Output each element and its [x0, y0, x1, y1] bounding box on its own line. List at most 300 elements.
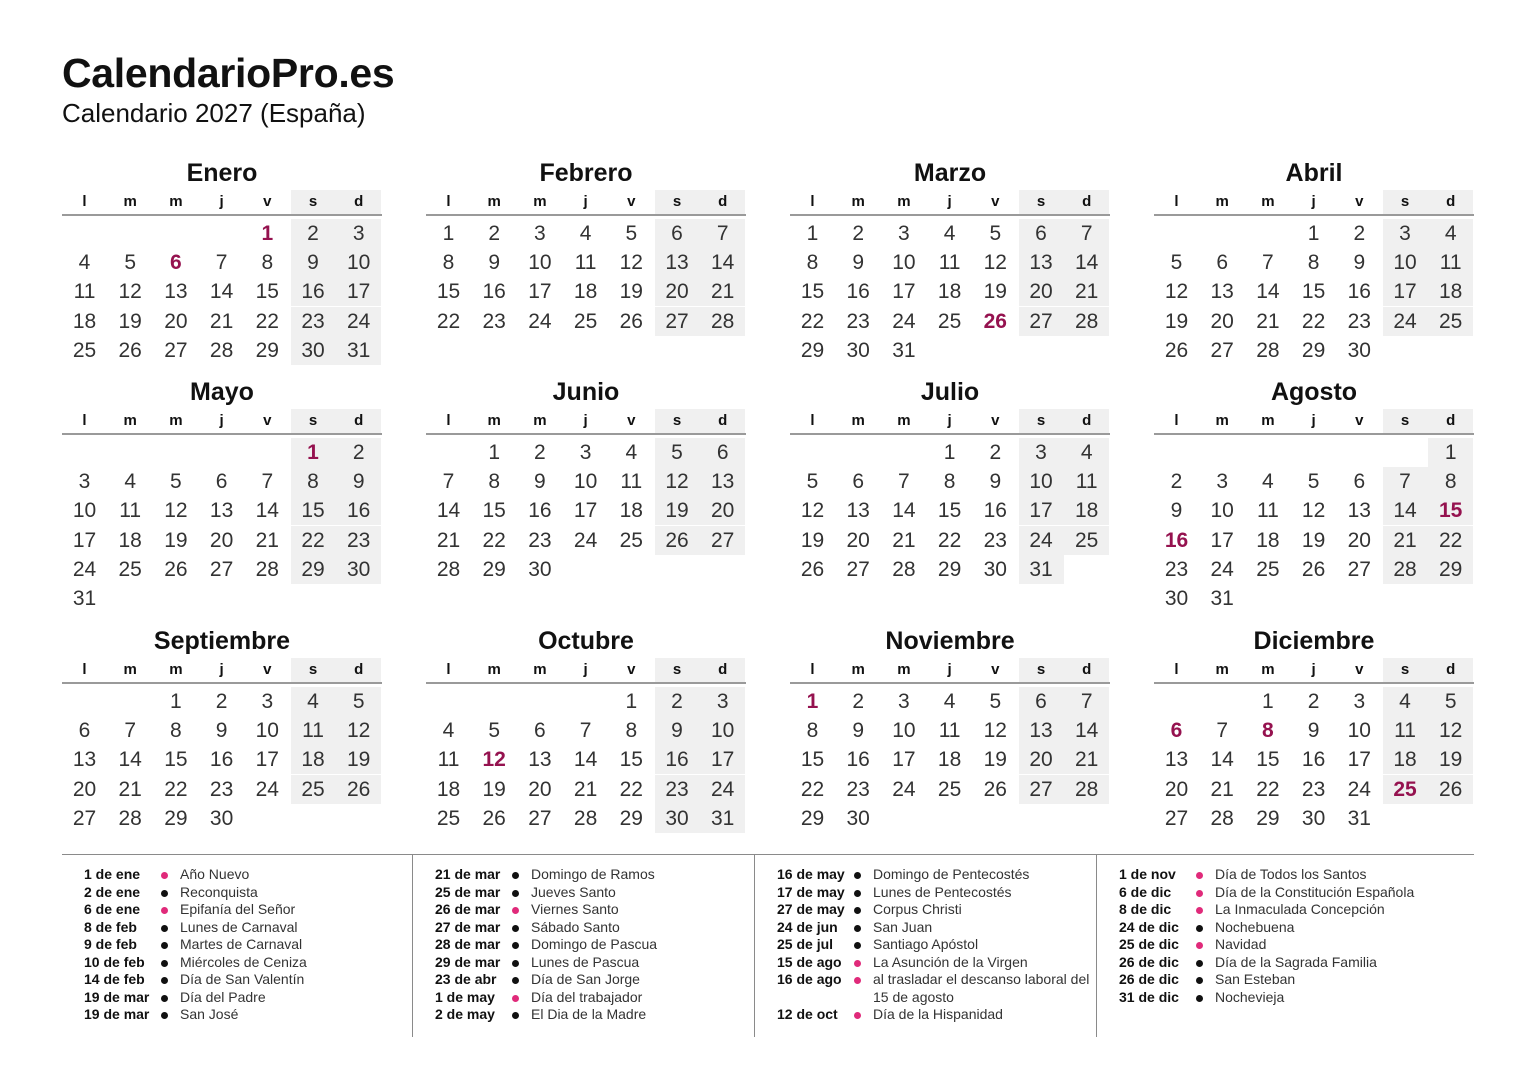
day-cell: 12	[983, 251, 1007, 275]
day-cell: 30	[528, 557, 552, 581]
day-cell: 22	[255, 309, 279, 333]
holiday-item	[1097, 971, 1474, 989]
day-cell: 22	[291, 526, 336, 555]
day-cell: 17	[700, 745, 745, 774]
holiday-day-cell: 1	[291, 438, 336, 467]
months-grid	[62, 156, 1474, 846]
weekday-label: l	[810, 661, 815, 678]
day-cell: 5	[488, 719, 501, 743]
day-cell: 22	[937, 528, 962, 552]
weekday-label: s	[291, 658, 336, 682]
day-cell: 30	[1164, 587, 1189, 610]
day-cell: 11	[1383, 716, 1428, 745]
holiday-name-continued: 15 de agosto	[873, 988, 954, 1005]
day-cell: 17	[573, 499, 598, 523]
day-cell: 8	[488, 470, 501, 494]
holiday-date: 17 de may	[777, 883, 845, 900]
day-cell: 26	[1301, 557, 1326, 581]
weekday-label: j	[583, 412, 588, 429]
day-cell: 27	[655, 307, 700, 336]
weekday-label: m	[851, 193, 865, 210]
day-cell: 14	[1210, 748, 1234, 772]
month-title: Agosto	[1270, 378, 1358, 406]
day-cell: 15	[1301, 280, 1326, 304]
weekday-header	[62, 190, 382, 216]
weekday-label: v	[991, 412, 1000, 429]
regional-holiday-dot-icon	[512, 1012, 519, 1019]
day-cell: 24	[1383, 307, 1428, 336]
day-cell: 21	[255, 528, 279, 552]
day-cell: 21	[700, 277, 745, 306]
day-cell: 28	[255, 557, 279, 581]
day-cell: 12	[1164, 280, 1189, 304]
holiday-date: 16 de ago	[777, 971, 842, 987]
day-cell: 23	[528, 528, 552, 552]
day-cell: 20	[700, 496, 745, 525]
day-cell: 8	[1428, 467, 1473, 496]
holiday-date: 14 de feb	[84, 971, 145, 987]
month-febrero	[426, 156, 746, 333]
day-cell: 30	[1347, 338, 1371, 362]
day-cell: 10	[700, 716, 745, 745]
day-cell: 22	[164, 777, 188, 801]
holiday-name: Santiago Apóstol	[873, 936, 979, 952]
holiday-item	[413, 989, 754, 1007]
holiday-item	[413, 884, 754, 902]
day-cell: 1	[170, 690, 182, 713]
day-cell: 16	[655, 745, 700, 774]
weekday-header	[426, 190, 746, 216]
regional-holiday-dot-icon	[512, 890, 519, 897]
day-cell: 13	[655, 248, 700, 277]
weekday-label: j	[1311, 193, 1316, 210]
weekday-label: m	[169, 661, 183, 678]
holiday-item	[755, 954, 1096, 972]
day-cell: 19	[983, 748, 1007, 772]
weekday-label: v	[1355, 661, 1364, 678]
holiday-date: 31 de dic	[1119, 988, 1179, 1005]
day-cell: 10	[336, 248, 381, 277]
day-cell: 9	[989, 470, 1002, 494]
weekday-label: v	[1355, 412, 1364, 429]
day-cell: 29	[1301, 338, 1326, 362]
weekday-label: m	[851, 412, 865, 429]
day-cell: 5	[1170, 251, 1183, 275]
day-cell: 31	[1210, 587, 1234, 610]
day-cell: 9	[655, 716, 700, 745]
day-cell: 28	[892, 557, 916, 581]
day-cell: 20	[1210, 309, 1234, 333]
day-cell: 1	[625, 690, 638, 713]
weekday-label: v	[991, 193, 1000, 210]
month-title: Octubre	[538, 627, 634, 655]
holiday-item	[413, 971, 754, 989]
weekday-label: m	[533, 661, 547, 678]
day-cell: 13	[72, 748, 97, 772]
day-cell: 23	[983, 528, 1007, 552]
day-cell: 14	[700, 248, 745, 277]
weekday-label: v	[263, 193, 272, 210]
holiday-item	[1097, 884, 1474, 902]
holiday-name: Día de San Valentín	[180, 971, 305, 987]
holiday-name: Día del trabajador	[531, 988, 643, 1005]
day-cell: 14	[1064, 716, 1109, 745]
day-cell: 14	[892, 499, 916, 523]
day-cell: 26	[336, 775, 381, 804]
regional-holiday-dot-icon	[161, 942, 168, 949]
day-cell: 25	[619, 528, 643, 552]
weekday-label: s	[291, 409, 336, 433]
holiday-date: 23 de abr	[435, 971, 497, 987]
day-cell: 23	[291, 307, 336, 336]
day-cell: 18	[937, 280, 962, 304]
site-brand: CalendarioPro.es	[62, 50, 395, 96]
day-cell: 25	[937, 309, 962, 333]
holiday-item	[62, 901, 412, 919]
day-cell: 20	[1019, 277, 1064, 306]
day-cell: 30	[291, 336, 336, 365]
day-cell: 10	[528, 251, 552, 275]
weekday-label: d	[700, 190, 745, 214]
day-cell: 30	[983, 557, 1007, 581]
weekday-header	[62, 409, 382, 435]
day-cell: 1	[488, 441, 501, 464]
weekday-label: j	[583, 193, 588, 210]
day-cell: 24	[892, 777, 916, 801]
national-holiday-dot-icon	[1196, 872, 1203, 879]
day-cell: 4	[579, 222, 592, 245]
day-cell: 4	[1383, 687, 1428, 716]
holiday-name: Día de la Sagrada Familia	[1215, 953, 1377, 970]
national-holiday-dot-icon	[161, 872, 168, 879]
day-cell: 8	[806, 251, 819, 275]
holiday-item	[413, 954, 754, 972]
holiday-date: 26 de dic	[1119, 953, 1179, 970]
holiday-date: 24 de dic	[1119, 918, 1179, 935]
day-cell: 2	[215, 690, 228, 713]
holiday-item	[755, 1006, 1096, 1024]
holiday-date: 28 de mar	[435, 936, 501, 952]
month-marzo	[790, 156, 1110, 362]
holiday-item	[755, 971, 1096, 1006]
holiday-date: 29 de mar	[435, 953, 501, 970]
weekday-label: d	[700, 409, 745, 433]
weekday-label: l	[82, 193, 87, 210]
holiday-item	[1097, 901, 1474, 919]
day-cell: 6	[215, 470, 228, 494]
weekday-header	[790, 409, 1110, 435]
day-cell: 13	[1019, 716, 1064, 745]
day-cell: 24	[1019, 526, 1064, 555]
day-cell: 14	[209, 280, 234, 304]
day-cell: 5	[989, 222, 1002, 245]
holiday-name: Sábado Santo	[531, 918, 620, 935]
day-cell: 29	[800, 338, 825, 362]
holiday-item	[413, 936, 754, 954]
day-cell: 4	[943, 690, 956, 713]
day-cell: 18	[573, 280, 598, 304]
regional-holiday-dot-icon	[512, 925, 519, 932]
weekday-label: m	[123, 412, 137, 429]
day-cell: 13	[164, 280, 188, 304]
day-cell: 10	[72, 499, 97, 523]
weekday-label: s	[1019, 409, 1064, 433]
day-cell: 26	[983, 777, 1007, 801]
day-cell: 5	[124, 251, 137, 275]
day-cell: 13	[1019, 248, 1064, 277]
holiday-name: San José	[180, 1006, 239, 1022]
weekday-label: m	[169, 412, 183, 429]
day-cell: 27	[1019, 775, 1064, 804]
day-cell: 1	[1307, 222, 1320, 245]
day-cell: 12	[336, 716, 381, 745]
day-cell: 25	[937, 777, 962, 801]
weekday-label: j	[947, 661, 952, 678]
day-cell: 8	[442, 251, 455, 275]
day-cell: 14	[436, 499, 461, 523]
day-cell: 24	[336, 307, 381, 336]
weekday-label: m	[1261, 193, 1275, 210]
day-cell: 6	[534, 719, 546, 743]
weekday-label: l	[1174, 661, 1179, 678]
month-mayo	[62, 375, 382, 610]
day-cell: 21	[1064, 277, 1109, 306]
day-cell: 7	[261, 470, 274, 494]
weekday-label: d	[1428, 658, 1473, 682]
weekday-label: j	[583, 661, 588, 678]
day-cell: 17	[72, 528, 97, 552]
day-cell: 19	[482, 777, 506, 801]
day-cell: 3	[898, 690, 910, 713]
weekday-label: l	[446, 661, 451, 678]
holiday-name: Martes de Carnaval	[180, 936, 303, 952]
regional-holiday-dot-icon	[854, 907, 861, 914]
day-cell: 14	[1064, 248, 1109, 277]
day-cell: 29	[291, 555, 336, 584]
holiday-item	[413, 1006, 754, 1024]
holiday-item	[1097, 936, 1474, 954]
weekday-label: j	[947, 412, 952, 429]
day-cell: 13	[1164, 748, 1189, 772]
day-cell: 7	[1216, 719, 1229, 743]
day-cell: 3	[1019, 438, 1064, 467]
national-holiday-dot-icon	[854, 977, 861, 984]
day-cell: 3	[898, 222, 910, 245]
weekday-label: j	[219, 661, 224, 678]
holiday-day-cell: 6	[170, 251, 182, 275]
day-cell: 29	[164, 806, 188, 830]
day-cell: 9	[1353, 251, 1366, 275]
day-cell: 20	[655, 277, 700, 306]
day-cell: 23	[846, 777, 870, 801]
holiday-day-cell: 15	[1428, 496, 1473, 525]
holiday-item	[755, 884, 1096, 902]
weekday-label: m	[1261, 661, 1275, 678]
day-cell: 18	[937, 748, 962, 772]
day-cell: 3	[261, 690, 274, 713]
day-cell: 4	[291, 687, 336, 716]
day-cell: 24	[892, 309, 916, 333]
day-cell: 21	[1383, 526, 1428, 555]
day-cell: 11	[73, 280, 96, 304]
day-cell: 19	[655, 496, 700, 525]
day-cell: 19	[1164, 309, 1189, 333]
weekday-label: d	[700, 658, 745, 682]
holiday-name: La Inmaculada Concepción	[1215, 901, 1385, 917]
day-cell: 15	[436, 280, 461, 304]
day-cell: 28	[1064, 307, 1109, 336]
day-cell: 17	[892, 748, 916, 772]
day-cell: 19	[164, 528, 188, 552]
holiday-name: Lunes de Pentecostés	[873, 883, 1012, 900]
regional-holiday-dot-icon	[854, 872, 861, 879]
day-cell: 25	[1064, 526, 1109, 555]
day-cell: 2	[852, 690, 865, 713]
weekday-label: m	[1215, 661, 1229, 678]
day-cell: 30	[209, 806, 234, 830]
holiday-date: 1 de nov	[1119, 866, 1176, 882]
day-cell: 19	[983, 280, 1007, 304]
day-cell: 8	[170, 719, 182, 743]
day-cell: 5	[170, 470, 182, 494]
weekday-label: l	[446, 193, 451, 210]
holiday-date: 19 de mar	[84, 1006, 150, 1022]
weekday-label: s	[1019, 658, 1064, 682]
day-cell: 4	[442, 719, 455, 743]
holiday-column	[412, 855, 754, 1037]
day-cell: 2	[1307, 690, 1320, 713]
day-cell: 1	[1262, 690, 1274, 713]
day-cell: 20	[72, 777, 97, 801]
day-cell: 12	[619, 251, 643, 275]
weekday-label: m	[487, 661, 501, 678]
day-cell: 10	[1383, 248, 1428, 277]
holiday-item	[62, 989, 412, 1007]
month-title: Abril	[1285, 159, 1343, 187]
day-cell: 26	[800, 557, 825, 581]
national-holiday-dot-icon	[1196, 907, 1203, 914]
day-cell: 29	[1428, 555, 1473, 584]
holiday-name: Domingo de Pentecostés	[873, 866, 1030, 882]
day-cell: 4	[1428, 219, 1473, 248]
day-cell: 15	[291, 496, 336, 525]
day-cell: 9	[336, 467, 381, 496]
day-cell: 13	[528, 748, 552, 772]
day-cell: 2	[488, 222, 501, 245]
holiday-item	[62, 1006, 412, 1024]
day-cell: 16	[336, 496, 381, 525]
weekday-label: m	[533, 193, 547, 210]
holiday-item	[62, 954, 412, 972]
day-cell: 23	[1347, 309, 1371, 333]
day-cell: 14	[118, 748, 142, 772]
holiday-item	[755, 866, 1096, 884]
day-cell: 10	[1347, 719, 1371, 743]
day-cell: 9	[852, 251, 865, 275]
month-title: Junio	[552, 378, 620, 406]
day-cell: 9	[291, 248, 336, 277]
day-cell: 17	[1019, 496, 1064, 525]
day-cell: 13	[209, 499, 234, 523]
weekday-label: d	[1064, 658, 1109, 682]
day-cell: 23	[1301, 777, 1326, 801]
holiday-item	[62, 866, 412, 884]
weekday-label: s	[655, 190, 700, 214]
day-cell: 8	[943, 470, 956, 494]
day-cell: 21	[1064, 745, 1109, 774]
day-cell: 10	[255, 719, 279, 743]
day-cell: 25	[72, 338, 97, 362]
month-noviembre	[790, 624, 1110, 830]
day-cell: 19	[800, 528, 825, 552]
day-cell: 4	[78, 251, 91, 275]
holiday-date: 15 de ago	[777, 953, 842, 970]
regional-holiday-dot-icon	[1196, 960, 1203, 967]
holiday-date: 10 de feb	[84, 953, 145, 970]
day-cell: 16	[528, 499, 552, 523]
day-cell: 10	[892, 719, 916, 743]
day-cell: 18	[72, 309, 97, 333]
day-cell: 23	[482, 309, 506, 333]
holiday-date: 26 de dic	[1119, 971, 1179, 987]
day-cell: 11	[938, 719, 961, 743]
weekday-label: m	[897, 412, 911, 429]
weekday-label: s	[655, 409, 700, 433]
day-cell: 22	[800, 777, 825, 801]
day-cell: 5	[1307, 470, 1320, 494]
weekday-label: s	[655, 658, 700, 682]
day-cell: 27	[209, 557, 234, 581]
day-cell: 28	[209, 338, 234, 362]
day-cell: 6	[700, 438, 745, 467]
day-cell: 12	[983, 719, 1007, 743]
day-cell: 19	[1428, 745, 1473, 774]
day-cell: 6	[1216, 251, 1229, 275]
weekday-label: l	[1174, 412, 1179, 429]
holiday-item	[62, 971, 412, 989]
holiday-date: 25 de dic	[1119, 936, 1179, 952]
holiday-item	[1097, 989, 1474, 1007]
day-cell: 8	[291, 467, 336, 496]
holiday-day-cell: 1	[261, 222, 274, 245]
holiday-date: 25 de jul	[777, 936, 834, 952]
day-cell: 4	[943, 222, 956, 245]
month-enero	[62, 156, 382, 362]
day-cell: 5	[336, 687, 381, 716]
holiday-item	[413, 919, 754, 937]
day-cell: 19	[118, 309, 142, 333]
day-cell: 18	[436, 777, 461, 801]
day-cell: 24	[528, 309, 552, 333]
day-cell: 20	[164, 309, 188, 333]
day-cell: 8	[261, 251, 274, 275]
holiday-day-cell: 26	[983, 309, 1007, 333]
day-cell: 22	[436, 309, 461, 333]
holiday-date: 8 de dic	[1119, 901, 1172, 917]
weekday-label: s	[1383, 658, 1428, 682]
weekday-label: d	[336, 190, 381, 214]
weekday-label: m	[1215, 193, 1229, 210]
day-cell: 27	[164, 338, 188, 362]
month-title: Noviembre	[885, 627, 1015, 655]
regional-holiday-dot-icon	[854, 942, 861, 949]
day-cell: 21	[1210, 777, 1234, 801]
day-cell: 21	[1256, 309, 1280, 333]
month-title: Diciembre	[1253, 627, 1375, 655]
day-cell: 20	[1019, 745, 1064, 774]
regional-holiday-dot-icon	[512, 942, 519, 949]
weekday-label: m	[1261, 412, 1275, 429]
